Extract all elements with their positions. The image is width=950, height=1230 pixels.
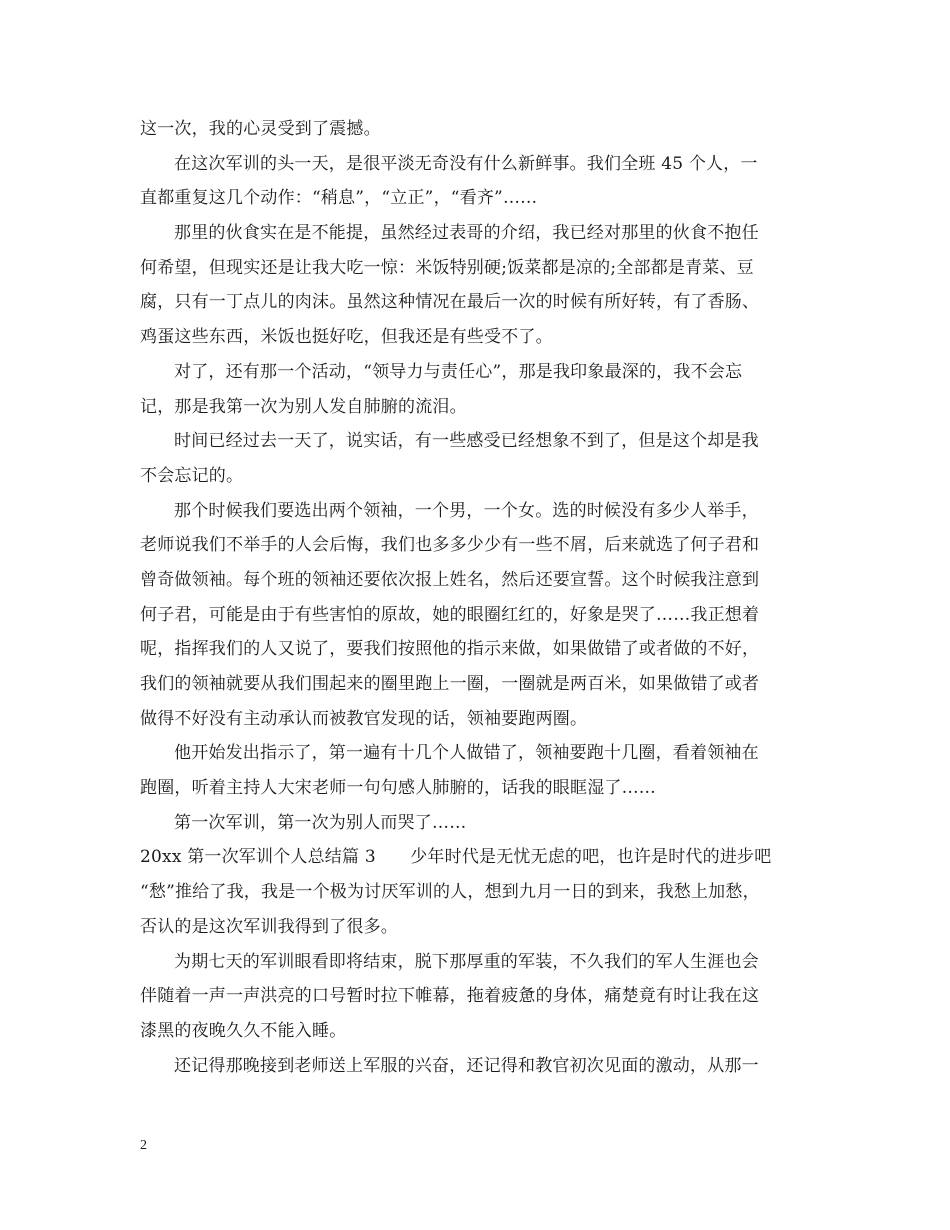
text-line: 跑圈，听着主持人大宋老师一句句感人肺腑的，话我的眼眶湿了…… — [140, 778, 656, 799]
text-line: 曾奇做领袖。每个班的领袖还要依次报上姓名，然后还要宣誓。这个时候我注意到 — [140, 569, 760, 590]
document-body — [140, 112, 812, 1083]
text-line: 那个时候我们要选出两个领袖，一个男，一个女。选的时候没有多少人举手， — [174, 500, 759, 521]
page-number: 2 — [140, 1138, 147, 1153]
text-line: 他开始发出指示了，第一遍有十几个人做错了，领袖要跑十几圈，看着领袖在 — [174, 743, 759, 764]
text-line: 鸡蛋这些东西，米饭也挺好吃，但我还是有些受不了。 — [140, 327, 553, 348]
text-line: 腐，只有一丁点儿的肉沫。虽然这种情况在最后一次的时候有所好转，有了香肠、 — [140, 292, 760, 313]
text-line: 记，那是我第一次为别人发自肺腑的流泪。 — [140, 396, 467, 417]
text-line: 时间已经过去一天了，说实话，有一些感受已经想象不到了，但是这个却是我 — [174, 431, 759, 452]
text-line: 漆黑的夜晚久久不能入睡。 — [140, 1020, 347, 1041]
text-line: 这一次，我的心灵受到了震撼。 — [140, 119, 381, 139]
text-line: 何希望，但现实还是让我大吃一惊：米饭特别硬;饭菜都是凉的;全部都是青菜、豆 — [140, 257, 754, 278]
text-line: 还记得那晚接到老师送上军服的兴奋，还记得和教官初次见面的激动，从那一 — [174, 1055, 759, 1076]
text-line: 不会忘记的。 — [140, 465, 244, 486]
text-line: 何子君，可能是由于有些害怕的原故，她的眼圈红红的，好象是哭了……我正想着 — [140, 604, 760, 625]
text-line: 老师说我们不举手的人会后悔，我们也多多少少有一些不屑，后来就选了何子君和 — [140, 535, 760, 556]
text-line: 那里的伙食实在是不能提，虽然经过表哥的介绍，我已经对那里的伙食不抱任 — [174, 223, 759, 244]
text-line: 20xx 第一次军训个人总结篇 3 少年时代是无忧无虑的吧，也许是时代的进步吧 — [140, 847, 772, 868]
text-line: 呢，指挥我们的人又说了，要我们按照他的指示来做，如果做错了或者做的不好， — [140, 639, 760, 660]
text-line: 伴随着一声一声洪亮的口号暂时拉下帷幕，拖着疲惫的身体，痛楚竟有时让我在这 — [140, 986, 760, 1007]
text-line: 第一次军训，第一次为别人而哭了…… — [174, 812, 467, 833]
text-line: 否认的是这次军训我得到了很多。 — [140, 916, 398, 937]
text-line: “愁”推给了我，我是一个极为讨厌军训的人，想到九月一日的到来，我愁上加愁， — [140, 882, 760, 903]
text-line: 对了，还有那一个活动，“领导力与责任心”，那是我印象最深的，我不会忘 — [174, 361, 743, 382]
text-line: 做得不好没有主动承认而被教官发现的话，领袖要跑两圈。 — [140, 708, 588, 729]
text-line: 在这次军训的头一天，是很平淡无奇没有什么新鲜事。我们全班 45 个人，一 — [174, 153, 758, 174]
text-line: 我们的领袖就要从我们围起来的圈里跑上一圈，一圈就是两百米，如果做错了或者 — [140, 674, 760, 694]
text-line: 直都重复这几个动作：“稍息”，“立正”，“看齐”…… — [140, 188, 538, 209]
text-line: 为期七天的军训眼看即将结束，脱下那厚重的军装，不久我们的军人生涯也会 — [174, 951, 759, 972]
